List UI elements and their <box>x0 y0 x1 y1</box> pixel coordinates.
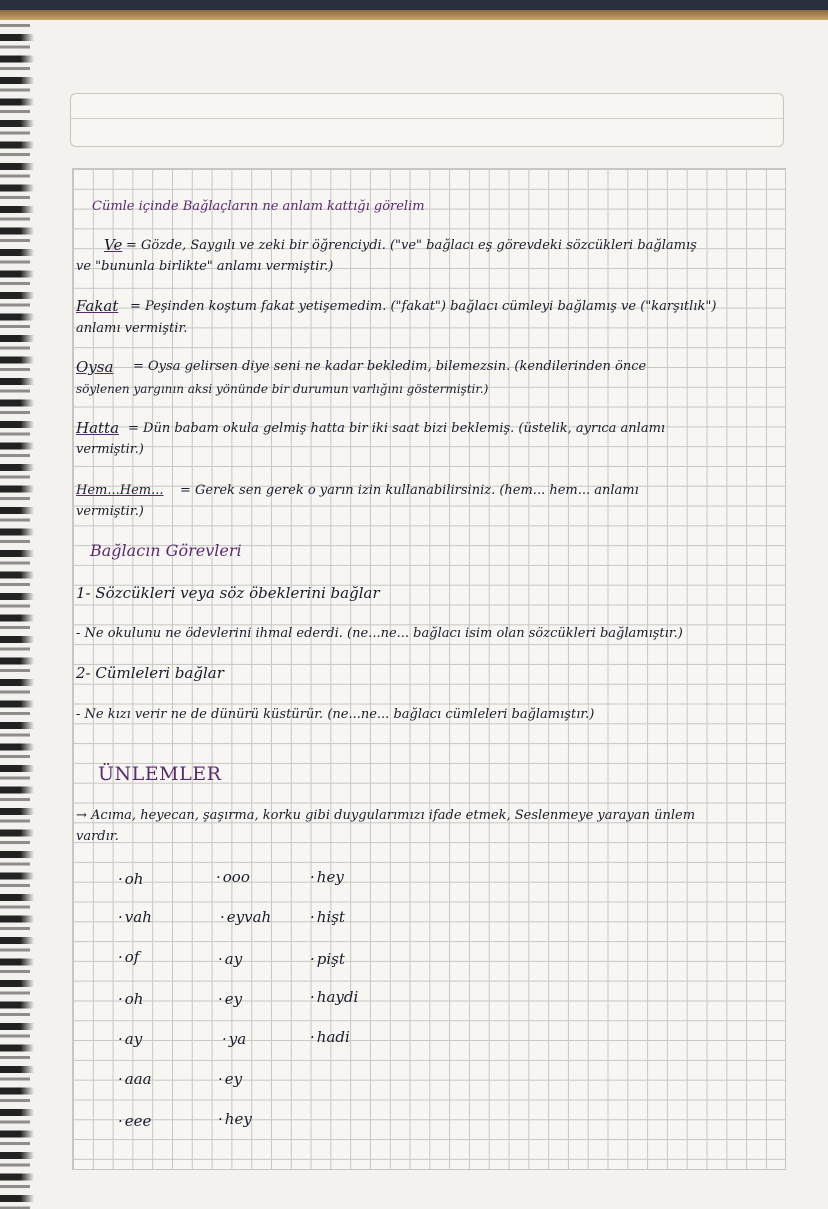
unlemler-desc-line1: → Acıma, heyecan, şaşırma, korku gibi duygularımızı ifade etmek, Seslenmeye yarayan ünlem <box>76 808 696 823</box>
interjection-item: · aaa <box>118 1070 152 1088</box>
spiral-rings <box>0 24 30 1209</box>
entry-line1: = Gerek sen gerek o yarın izin kullanabilirsiniz. (hem... hem... anlamı <box>180 483 639 498</box>
entry-line2: vermiştir.) <box>76 442 144 457</box>
interjection-item: · hadi <box>310 1028 350 1046</box>
gorevler-heading: Bağlacın Görevleri <box>90 541 242 560</box>
interjection-item: · hey <box>218 1110 252 1128</box>
entry-line2: anlamı vermiştir. <box>76 321 188 336</box>
interjection-item: · ya <box>222 1030 246 1048</box>
unlemler-desc-line2: vardır. <box>76 829 119 844</box>
gorev-item1-title: 1- Sözcükleri veya söz öbeklerini bağlar <box>76 584 380 602</box>
interjection-item: · eee <box>118 1112 151 1130</box>
interjection-item: · vah <box>118 908 152 926</box>
page-top-edge <box>0 10 828 20</box>
gorev-item2-example: - Ne kızı verir ne de dünürü küstürür. (ne...ne... bağlacı cümleleri bağlamıştır.) <box>76 707 595 722</box>
entry-word: Hem...Hem... <box>76 483 164 498</box>
interjection-item: · eyvah <box>220 908 271 926</box>
interjection-item: · ey <box>218 1070 242 1088</box>
interjection-item: · haydi <box>310 988 358 1006</box>
entry-line1: = Gözde, Saygılı ve zeki bir öğrenciydi. ("ve" bağlacı eş görevdeki sözcükleri bağlamış <box>126 238 697 253</box>
entry-word: Oysa <box>76 358 114 376</box>
entry-line2: ve "bununla birlikte" anlamı vermiştir.) <box>76 259 334 274</box>
entry-word: Ve <box>104 236 123 254</box>
interjection-item: · pişt <box>310 950 345 968</box>
gorev-item1-example: - Ne okulunu ne ödevlerini ihmal ederdi. (ne...ne... bağlacı isim olan sözcükleri bağlamıştır.) <box>76 626 683 641</box>
page-title: Cümle içinde Bağlaçların ne anlam kattığı görelim <box>92 199 425 214</box>
entry-line2: vermiştir.) <box>76 504 144 519</box>
interjection-item: · ooo <box>216 868 250 886</box>
entry-line1: = Dün babam okula gelmiş hatta bir iki saat bizi beklemiş. (üstelik, ayrıca anlamı <box>128 421 666 436</box>
interjection-item: · oh <box>118 990 143 1008</box>
gorev-item2-title: 2- Cümleleri bağlar <box>76 664 224 682</box>
entry-line1: = Oysa gelirsen diye seni ne kadar bekledim, bilemezsin. (kendilerinden önce <box>133 359 647 374</box>
unlemler-heading: ÜNLEMLER <box>98 763 222 785</box>
interjection-item: · ay <box>218 950 242 968</box>
interjection-item: · hişt <box>310 908 345 926</box>
header-box <box>70 93 784 147</box>
interjection-item: · ey <box>218 990 242 1008</box>
entry-word: Fakat <box>76 297 119 315</box>
interjection-item: · ay <box>118 1030 142 1048</box>
interjection-item: · oh <box>118 870 143 888</box>
entry-line1: = Peşinden koştum fakat yetişemedim. ("fakat") bağlacı cümleyi bağlamış ve ("karşıtlık") <box>130 299 717 314</box>
interjection-item: · of <box>118 948 139 966</box>
entry-line2: söylenen yargının aksi yönünde bir durumun varlığını göstermiştir.) <box>76 382 489 396</box>
entry-word: Hatta <box>76 419 120 437</box>
interjection-item: · hey <box>310 868 344 886</box>
